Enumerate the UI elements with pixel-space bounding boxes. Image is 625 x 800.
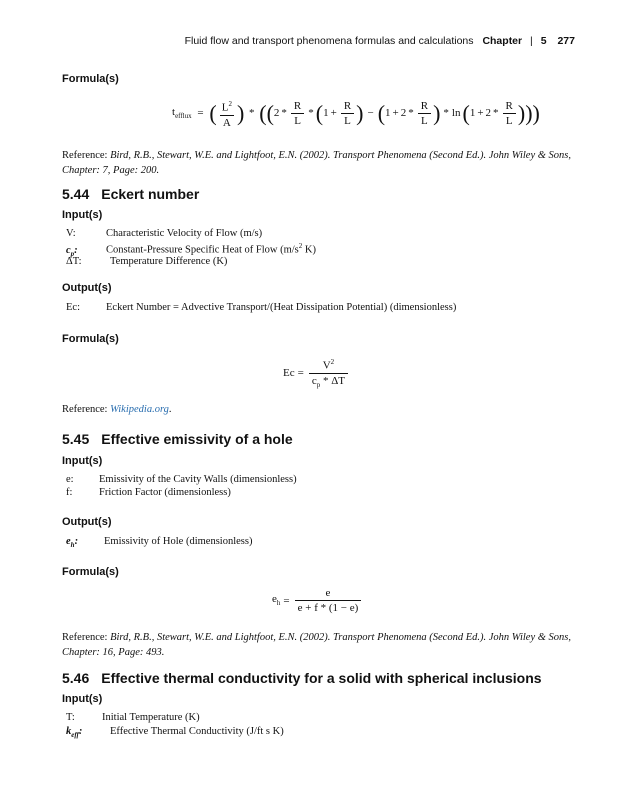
input-row: $k_{eff}$: Effective Thermal Conductivity (J/ft s K) (66, 726, 284, 740)
inputs-heading: Input(s) (62, 693, 103, 705)
input-row: e: Emissivity of the Cavity Walls (dimensionless) (66, 474, 297, 485)
hole-emissivity-formula: $e_h$ = $\frac{e}{e + f * (1 - e)}$ (272, 587, 363, 614)
input-row: $c_p$: Constant-Pressure Specific Heat of Flow ($m/s^2$ K) (66, 242, 316, 258)
inputs-heading: Input(s) (62, 209, 103, 221)
output-row: $e_h$: Emissivity of Hole (dimensionless) (66, 536, 253, 550)
section-heading-5-45: 5.45 Effective emissivity of a hole (62, 431, 293, 447)
formula-heading: Formula(s) (62, 73, 119, 85)
running-head-separator: | (530, 35, 533, 47)
outputs-heading: Output(s) (62, 282, 112, 294)
running-head-chapter-label: Chapter (482, 35, 523, 47)
input-row: f: Friction Factor (dimensionless) (66, 487, 231, 498)
input-row: V: Characteristic Velocity of Flow (m/s) (66, 228, 263, 239)
efflux-time-formula: $t_{efflux}$ = ( $\frac{L^2}{A}$ ) * ((2 * $\frac{R}{L}$ *(1 + $\frac{R}{L}$ ) − (1 + 2 * $\frac{R}{L}$ ) * ln(1 + 2 * $\frac{R}{L}$ ))) (172, 99, 540, 129)
running-head (185, 35, 575, 47)
reference: Reference: Wikipedia.org. (62, 404, 172, 415)
running-head-title: Fluid flow and transport phenomena formulas and calculations (184, 35, 474, 47)
wikipedia-link[interactable]: Wikipedia.org (110, 404, 169, 415)
eckert-number-formula: Ec = $\frac{V^2}{c_p * \Delta T}$ (283, 356, 350, 391)
input-row: ΔT: Temperature Difference (K) (66, 256, 228, 267)
section-heading-5-44: 5.44 Eckert number (62, 186, 200, 202)
inputs-heading: Input(s) (62, 455, 103, 467)
formula-heading: Formula(s) (62, 333, 119, 345)
formula-lhs: $t_{efflux}$ (172, 106, 192, 121)
page-number: 277 (557, 35, 575, 47)
section-heading-5-46: 5.46 Effective thermal conductivity for a solid with spherical inclusions (62, 670, 542, 686)
input-row: T: Initial Temperature (K) (66, 712, 200, 723)
reference: Reference: Bird, R.B., Stewart, W.E. and Lightfoot, E.N. (2002). Transport Phenomena (Second Ed.). John Wiley & Sons, Chapter: 7, Page: 200. (62, 150, 571, 176)
running-head-chapter-number: 5 (540, 35, 547, 47)
reference: Reference: Bird, R.B., Stewart, W.E. and Lightfoot, E.N. (2002). Transport Phenomena (Second Ed.). John Wiley & Sons, Chapter: 16, Page: 493. (62, 632, 571, 658)
output-row: Ec: Eckert Number = Advective Transport/(Heat Dissipation Potential) (dimensionless) (66, 302, 457, 313)
outputs-heading: Output(s) (62, 516, 112, 528)
formula-heading: Formula(s) (62, 566, 119, 578)
